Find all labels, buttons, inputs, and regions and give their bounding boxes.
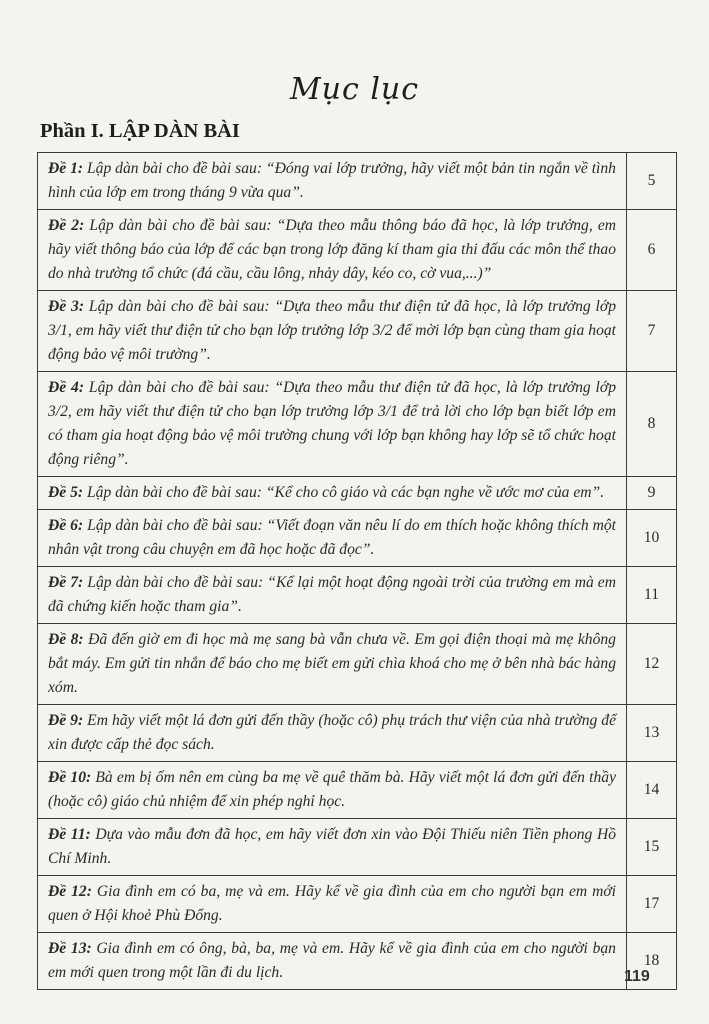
entry-label: Đề 1: bbox=[48, 160, 84, 177]
entry-text: Dựa vào mẫu đơn đã học, em hãy viết đơn xin vào Đội Thiếu niên Tiền phong Hồ Chí Minh. bbox=[48, 826, 617, 867]
toc-entry bbox=[38, 762, 627, 819]
toc-entry bbox=[38, 153, 627, 210]
entry-label: Đề 7: bbox=[48, 574, 84, 591]
entry-text: Lập dàn bài cho đề bài sau: “Dựa theo mẫu thư điện tử đã học, là lớp trưởng lớp 3/1, em hãy viết thư điện tử cho bạn lớp trưởng lớp 3/2 để mời lớp bạn cùng tham gia hoạt động bảo vệ môi trường”. bbox=[48, 298, 616, 363]
toc-entry bbox=[38, 210, 627, 291]
entry-text: Gia đình em có ba, mẹ và em. Hãy kể về gia đình của em cho người bạn em mới quen ở Hội khoẻ Phù Đổng. bbox=[48, 883, 617, 924]
entry-label: Đề 2: bbox=[48, 217, 85, 234]
toc-entry bbox=[38, 477, 627, 510]
entry-label: Đề 8: bbox=[48, 631, 84, 648]
toc-entry bbox=[38, 705, 627, 762]
toc-row bbox=[38, 819, 677, 876]
toc-row bbox=[38, 210, 677, 291]
toc-entry bbox=[38, 291, 627, 372]
toc-entry bbox=[38, 372, 627, 477]
toc-row bbox=[38, 762, 677, 819]
entry-page: 12 bbox=[627, 624, 677, 705]
entry-text: Lập dàn bài cho đề bài sau: “Dựa theo mẫu thư điện tử đã học, là lớp trưởng lớp 3/2, em hãy viết thư điện tử cho bạn lớp trưởng lớp 3/1 để trả lời cho lớp bạn biết lớp em có tham gia hoạt động bảo vệ môi trường chung với lớp bạn không hay lớp sẽ tổ chức hoạt động riêng”. bbox=[48, 379, 616, 468]
page-title: Mục lục bbox=[289, 72, 420, 107]
toc-entry bbox=[38, 819, 627, 876]
entry-page: 9 bbox=[627, 477, 677, 510]
entry-text: Gia đình em có ông, bà, ba, mẹ và em. Hãy kể về gia đình của em cho người bạn em mới quen trong một lần đi du lịch. bbox=[48, 940, 616, 981]
toc-row bbox=[38, 510, 677, 567]
toc-table bbox=[37, 152, 677, 990]
entry-label: Đề 3: bbox=[48, 298, 85, 315]
entry-label: Đề 4: bbox=[48, 379, 85, 396]
toc-entry bbox=[38, 933, 627, 990]
entry-text: Bà em bị ốm nên em cùng ba mẹ về quê thăm bà. Hãy viết một lá đơn gửi đến thầy (hoặc cô) giáo chủ nhiệm để xin phép nghỉ học. bbox=[48, 769, 617, 810]
entry-label: Đề 11: bbox=[48, 826, 91, 843]
entry-text: Em hãy viết một lá đơn gửi đến thầy (hoặc cô) phụ trách thư viện của nhà trường để xin được cấp thẻ đọc sách. bbox=[48, 712, 617, 753]
entry-text: Đã đến giờ em đi học mà mẹ sang bà vẫn chưa về. Em gọi điện thoại mà mẹ không bắt máy. Em gửi tin nhắn để báo cho mẹ biết em gửi chìa khoá cho mẹ ở bên nhà bác hàng xóm. bbox=[48, 631, 616, 696]
entry-page: 11 bbox=[627, 567, 677, 624]
entry-text: Lập dàn bài cho đề bài sau: “Viết đoạn văn nêu lí do em thích hoặc không thích một nhân vật trong câu chuyện em đã học hoặc đã đọc”. bbox=[48, 517, 617, 558]
entry-page: 18 bbox=[627, 933, 677, 990]
entry-label: Đề 13: bbox=[48, 940, 92, 957]
toc-row bbox=[38, 153, 677, 210]
page-number: 119 bbox=[624, 968, 650, 985]
section-heading: Phần I. LẬP DÀN BÀI bbox=[40, 120, 240, 142]
entry-label: Đề 9: bbox=[48, 712, 84, 729]
entry-page: 14 bbox=[627, 762, 677, 819]
entry-text: Lập dàn bài cho đề bài sau: “Kể lại một hoạt động ngoài trời của trường em mà em đã chứng kiến hoặc tham gia”. bbox=[48, 574, 616, 615]
toc-row bbox=[38, 291, 677, 372]
entry-page: 15 bbox=[627, 819, 677, 876]
entry-page: 8 bbox=[627, 372, 677, 477]
toc-row bbox=[38, 876, 677, 933]
toc-row bbox=[38, 372, 677, 477]
entry-page: 5 bbox=[627, 153, 677, 210]
entry-label: Đề 12: bbox=[48, 883, 92, 900]
toc-entry bbox=[38, 567, 627, 624]
entry-label: Đề 10: bbox=[48, 769, 92, 786]
toc-row bbox=[38, 567, 677, 624]
entry-label: Đề 5: bbox=[48, 484, 84, 501]
toc-row bbox=[38, 624, 677, 705]
entry-page: 6 bbox=[627, 210, 677, 291]
entry-page: 17 bbox=[627, 876, 677, 933]
entry-text: Lập dàn bài cho đề bài sau: “Kể cho cô giáo và các bạn nghe về ước mơ của em”. bbox=[86, 484, 605, 501]
entry-page: 10 bbox=[627, 510, 677, 567]
entry-page: 13 bbox=[627, 705, 677, 762]
toc-entry bbox=[38, 624, 627, 705]
entry-page: 7 bbox=[627, 291, 677, 372]
toc-entry bbox=[38, 510, 627, 567]
toc-row bbox=[38, 933, 677, 990]
entry-label: Đề 6: bbox=[48, 517, 84, 534]
entry-text: Lập dàn bài cho đề bài sau: “Đóng vai lớp trưởng, hãy viết một bản tin ngắn về tình hình của lớp em trong tháng 9 vừa qua”. bbox=[48, 160, 616, 201]
toc-entry bbox=[38, 876, 627, 933]
toc-row bbox=[38, 477, 677, 510]
toc-row bbox=[38, 705, 677, 762]
entry-text: Lập dàn bài cho đề bài sau: “Dựa theo mẫu thông báo đã học, là lớp trưởng, em hãy viết thông báo của lớp để các bạn trong lớp đăng kí tham gia thi đấu các môn thể thao do nhà trường tổ chức (đá cầu, cầu lông, nhảy dây, kéo co, cờ vua,...)” bbox=[48, 217, 616, 282]
